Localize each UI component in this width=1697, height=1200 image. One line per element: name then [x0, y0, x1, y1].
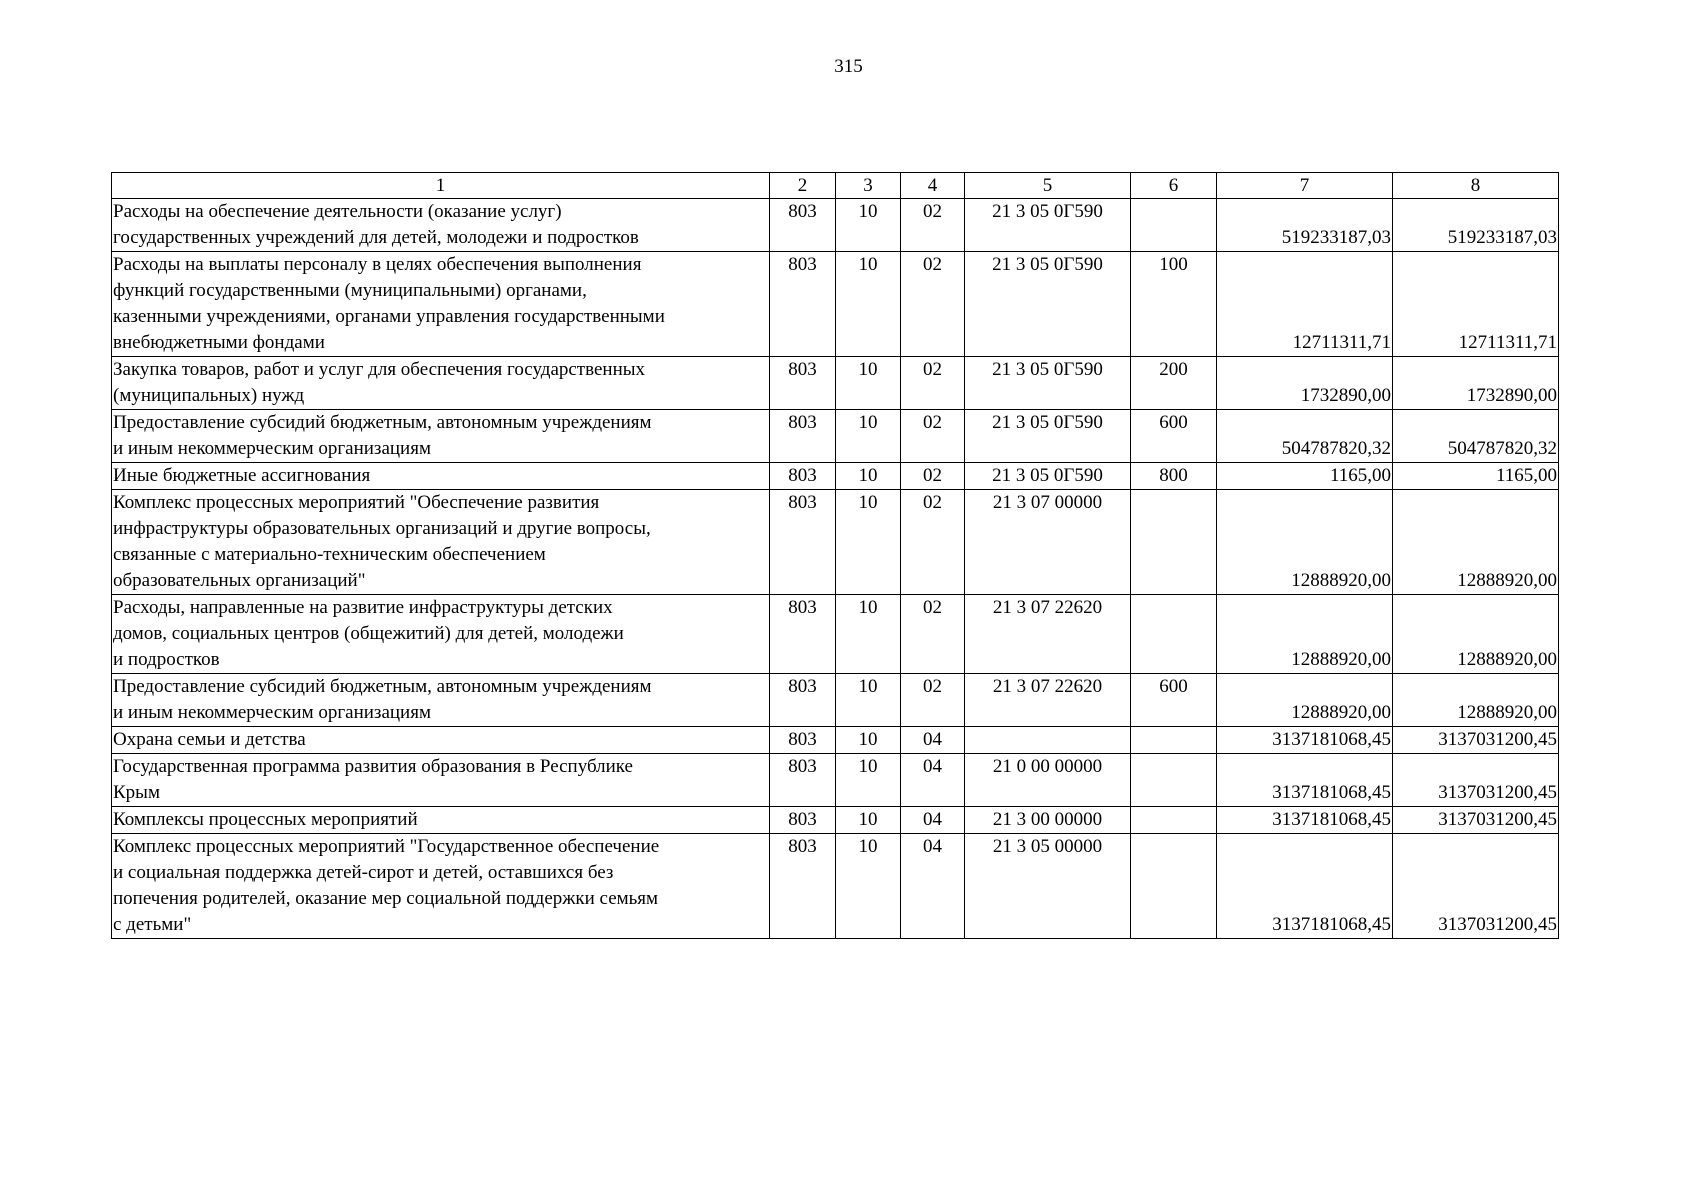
- section-code: 10: [836, 674, 901, 727]
- row-description: Предоставление субсидий бюджетным, автономным учреждениям и иным некоммерческим организациям: [112, 410, 770, 463]
- ministry-code: 803: [770, 463, 836, 490]
- amount-col8: 504787820,32: [1393, 410, 1559, 463]
- column-header: 3: [836, 173, 901, 199]
- ministry-code: 803: [770, 807, 836, 834]
- row-description: Закупка товаров, работ и услуг для обеспечения государственных (муниципальных) нужд: [112, 357, 770, 410]
- table-row: [112, 727, 1559, 754]
- subsection-code: 02: [901, 674, 965, 727]
- header-row: [112, 173, 1559, 199]
- amount-col7: 12711311,71: [1217, 252, 1393, 357]
- section-code: 10: [836, 834, 901, 939]
- amount-col7: 504787820,32: [1217, 410, 1393, 463]
- section-code: 10: [836, 199, 901, 252]
- column-header: 7: [1217, 173, 1393, 199]
- expense-type-code: [1131, 754, 1217, 807]
- ministry-code: 803: [770, 199, 836, 252]
- table-row: [112, 252, 1559, 357]
- row-description: Комплекс процессных мероприятий "Обеспечение развития инфраструктуры образовательных организаций и другие вопросы, связанные с материально-техническим обеспечением образовательных организаций": [112, 490, 770, 595]
- column-header: 2: [770, 173, 836, 199]
- table-row: [112, 357, 1559, 410]
- amount-col8: 3137031200,45: [1393, 727, 1559, 754]
- amount-col7: 519233187,03: [1217, 199, 1393, 252]
- table-row: [112, 807, 1559, 834]
- target-article-code: 21 3 00 00000: [965, 807, 1131, 834]
- expense-type-code: 200: [1131, 357, 1217, 410]
- ministry-code: 803: [770, 490, 836, 595]
- row-description: Иные бюджетные ассигнования: [112, 463, 770, 490]
- column-header: 4: [901, 173, 965, 199]
- subsection-code: 02: [901, 490, 965, 595]
- amount-col7: 12888920,00: [1217, 490, 1393, 595]
- expense-type-code: [1131, 807, 1217, 834]
- section-code: 10: [836, 595, 901, 674]
- row-description: Расходы на выплаты персоналу в целях обеспечения выполнения функций государственными (муниципальными) органами, казенными учреждениями, органами управления государственными внебюджетными фондами: [112, 252, 770, 357]
- amount-col7: 3137181068,45: [1217, 727, 1393, 754]
- subsection-code: 04: [901, 834, 965, 939]
- expense-type-code: 600: [1131, 674, 1217, 727]
- row-description: Государственная программа развития образования в Республике Крым: [112, 754, 770, 807]
- expense-type-code: [1131, 834, 1217, 939]
- target-article-code: 21 3 05 0Г590: [965, 199, 1131, 252]
- target-article-code: [965, 727, 1131, 754]
- table-body: [112, 199, 1559, 939]
- target-article-code: 21 3 07 22620: [965, 595, 1131, 674]
- ministry-code: 803: [770, 595, 836, 674]
- table-row: [112, 490, 1559, 595]
- subsection-code: 04: [901, 754, 965, 807]
- subsection-code: 04: [901, 807, 965, 834]
- target-article-code: 21 3 05 00000: [965, 834, 1131, 939]
- amount-col8: 3137031200,45: [1393, 834, 1559, 939]
- amount-col8: 12888920,00: [1393, 674, 1559, 727]
- amount-col8: 519233187,03: [1393, 199, 1559, 252]
- amount-col8: 3137031200,45: [1393, 754, 1559, 807]
- ministry-code: 803: [770, 727, 836, 754]
- section-code: 10: [836, 754, 901, 807]
- row-description: Предоставление субсидий бюджетным, автономным учреждениям и иным некоммерческим организациям: [112, 674, 770, 727]
- target-article-code: 21 3 05 0Г590: [965, 463, 1131, 490]
- amount-col8: 12888920,00: [1393, 595, 1559, 674]
- row-description: Расходы на обеспечение деятельности (оказание услуг) государственных учреждений для детей, молодежи и подростков: [112, 199, 770, 252]
- expense-type-code: [1131, 199, 1217, 252]
- subsection-code: 02: [901, 357, 965, 410]
- subsection-code: 02: [901, 595, 965, 674]
- table-row: [112, 463, 1559, 490]
- section-code: 10: [836, 410, 901, 463]
- page-number: 315: [834, 56, 863, 77]
- expense-type-code: [1131, 727, 1217, 754]
- table-row: [112, 410, 1559, 463]
- subsection-code: 02: [901, 410, 965, 463]
- subsection-code: 02: [901, 199, 965, 252]
- subsection-code: 02: [901, 252, 965, 357]
- row-description: Комплекс процессных мероприятий "Государственное обеспечение и социальная поддержка детей-сирот и детей, оставшихся без попечения родителей, оказание мер социальной поддержки семьям с детьми": [112, 834, 770, 939]
- section-code: 10: [836, 357, 901, 410]
- column-header: 8: [1393, 173, 1559, 199]
- column-header: 1: [112, 173, 770, 199]
- target-article-code: 21 3 05 0Г590: [965, 357, 1131, 410]
- row-description: Расходы, направленные на развитие инфраструктуры детских домов, социальных центров (общежитий) для детей, молодежи и подростков: [112, 595, 770, 674]
- target-article-code: 21 3 05 0Г590: [965, 410, 1131, 463]
- column-header: 6: [1131, 173, 1217, 199]
- expense-type-code: 800: [1131, 463, 1217, 490]
- ministry-code: 803: [770, 674, 836, 727]
- amount-col7: 12888920,00: [1217, 595, 1393, 674]
- section-code: 10: [836, 807, 901, 834]
- expense-type-code: 100: [1131, 252, 1217, 357]
- ministry-code: 803: [770, 357, 836, 410]
- table-header: [112, 173, 1559, 199]
- amount-col7: 12888920,00: [1217, 674, 1393, 727]
- row-description: Охрана семьи и детства: [112, 727, 770, 754]
- expense-type-code: [1131, 490, 1217, 595]
- amount-col7: 1165,00: [1217, 463, 1393, 490]
- ministry-code: 803: [770, 252, 836, 357]
- table-row: [112, 754, 1559, 807]
- column-header: 5: [965, 173, 1131, 199]
- budget-table: [111, 172, 1559, 939]
- subsection-code: 04: [901, 727, 965, 754]
- amount-col7: 3137181068,45: [1217, 807, 1393, 834]
- subsection-code: 02: [901, 463, 965, 490]
- target-article-code: 21 3 07 22620: [965, 674, 1131, 727]
- target-article-code: 21 0 00 00000: [965, 754, 1131, 807]
- section-code: 10: [836, 727, 901, 754]
- ministry-code: 803: [770, 410, 836, 463]
- target-article-code: 21 3 05 0Г590: [965, 252, 1131, 357]
- ministry-code: 803: [770, 834, 836, 939]
- table-row: [112, 595, 1559, 674]
- amount-col8: 12888920,00: [1393, 490, 1559, 595]
- ministry-code: 803: [770, 754, 836, 807]
- amount-col8: 1165,00: [1393, 463, 1559, 490]
- section-code: 10: [836, 252, 901, 357]
- amount-col7: 3137181068,45: [1217, 834, 1393, 939]
- table-row: [112, 674, 1559, 727]
- target-article-code: 21 3 07 00000: [965, 490, 1131, 595]
- section-code: 10: [836, 463, 901, 490]
- table-row: [112, 199, 1559, 252]
- amount-col8: 1732890,00: [1393, 357, 1559, 410]
- expense-type-code: [1131, 595, 1217, 674]
- section-code: 10: [836, 490, 901, 595]
- row-description: Комплексы процессных мероприятий: [112, 807, 770, 834]
- table-row: [112, 834, 1559, 939]
- expense-type-code: 600: [1131, 410, 1217, 463]
- amount-col8: 12711311,71: [1393, 252, 1559, 357]
- amount-col8: 3137031200,45: [1393, 807, 1559, 834]
- amount-col7: 3137181068,45: [1217, 754, 1393, 807]
- amount-col7: 1732890,00: [1217, 357, 1393, 410]
